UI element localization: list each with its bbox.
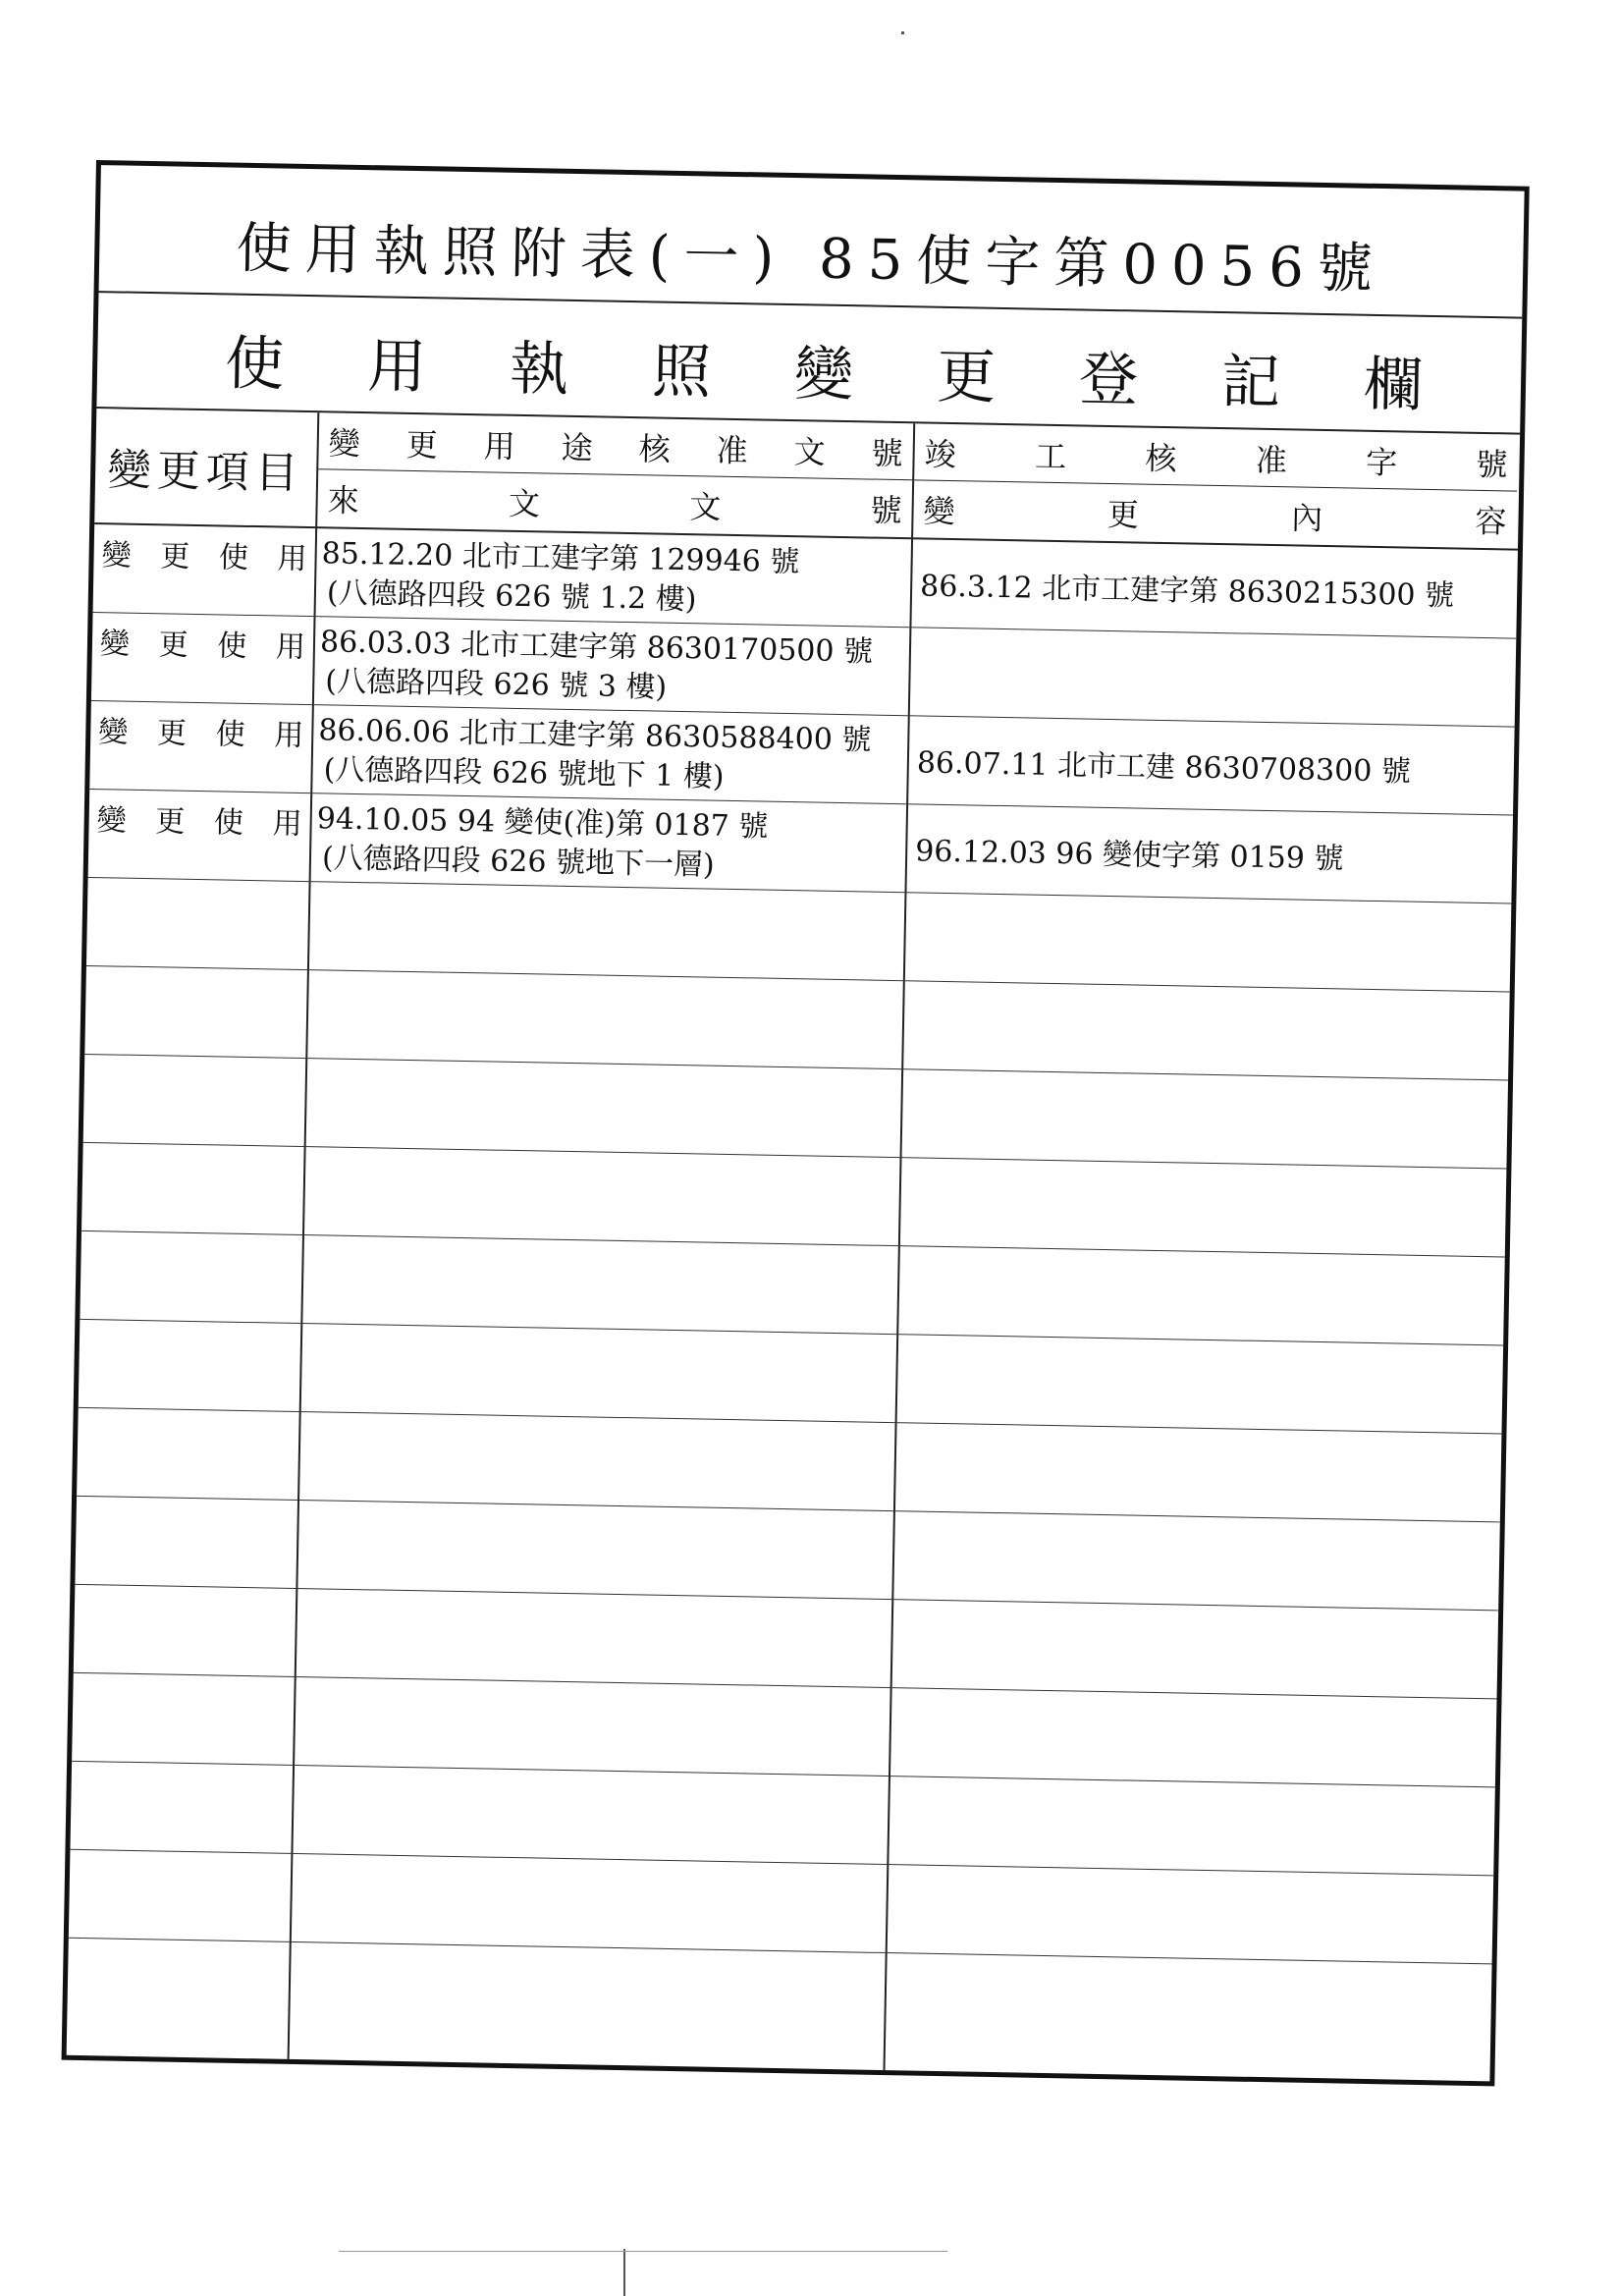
- header-char: 變: [923, 492, 955, 531]
- incoming-doc-cell: [321, 534, 907, 624]
- scan-speck: [901, 31, 904, 34]
- empty-table-row: [67, 1939, 1492, 2083]
- register-title-char: 用: [366, 332, 427, 403]
- table-body: [67, 524, 1518, 2081]
- completion-cell: 86.07.11 北市工建 8630708300 號: [916, 745, 1412, 790]
- header-char: 文: [508, 484, 541, 523]
- incoming-doc-address: (八德路四段 626 號 1.2 樓): [326, 575, 697, 618]
- header-char: 容: [1475, 502, 1507, 541]
- change-item: [90, 707, 312, 754]
- change-item: [92, 619, 314, 666]
- completion-cell: 86.3.12 北市工建字第 8630215300 號: [919, 569, 1455, 614]
- change-item: [93, 530, 315, 577]
- scan-dashed-edge: [339, 2251, 947, 2252]
- item-char: 更: [159, 539, 190, 574]
- incoming-doc-number: 86.06.06 北市工建字第 8630588400 號: [318, 713, 872, 758]
- header-char: 核: [1145, 439, 1177, 477]
- register-title: [97, 314, 1522, 425]
- header-char: 來: [327, 481, 360, 519]
- header-char: 號: [1476, 445, 1508, 483]
- header-char: 用: [483, 426, 516, 465]
- item-char: 使: [218, 540, 249, 575]
- header-change-content: [913, 480, 1517, 548]
- incoming-doc-number: 86.03.03 北市工建字第 8630170500 號: [319, 625, 874, 670]
- header-char: 內: [1290, 499, 1323, 537]
- header-char: 准: [1255, 441, 1288, 479]
- header-char: 竣: [924, 435, 957, 473]
- completion-cell: [919, 649, 1508, 660]
- header-char: 工: [1034, 437, 1067, 475]
- item-char: 更: [158, 628, 189, 663]
- item-char: 變: [98, 715, 129, 750]
- incoming-doc-number: 85.12.20 北市工建字第 129946 號: [321, 536, 800, 580]
- item-char: 變: [96, 803, 127, 839]
- register-title-char: 更: [936, 342, 997, 412]
- header-char: 字: [1365, 443, 1398, 481]
- item-char: 用: [272, 806, 302, 842]
- item-char: 更: [154, 804, 186, 840]
- header-char: 更: [1106, 495, 1140, 534]
- header-char: 號: [871, 434, 903, 472]
- item-char: 變: [101, 538, 132, 574]
- completion-cell: 96.12.03 96 變使字第 0159 號: [914, 834, 1344, 877]
- item-char: 使: [216, 629, 247, 664]
- incoming-doc-address: (八德路四段 626 號地下 1 樓): [323, 752, 725, 794]
- incoming-doc-address: (八德路四段 626 號 3 樓): [324, 664, 668, 705]
- item-char: 更: [156, 716, 188, 751]
- header-char: 核: [638, 429, 672, 468]
- item-char: 用: [275, 629, 306, 665]
- incoming-doc-cell: [317, 711, 903, 800]
- header-char: 更: [405, 425, 439, 464]
- header-change-item: 變更項目: [107, 445, 305, 499]
- register-title-char: 登: [1078, 345, 1139, 415]
- change-item: [88, 795, 310, 843]
- header-char: 變: [328, 423, 361, 463]
- header-char: 文: [688, 488, 722, 526]
- item-char: 變: [99, 627, 131, 662]
- document-title: 使用執照附表(一) 85使字第0056號: [236, 216, 1387, 302]
- header-char: 准: [716, 431, 748, 469]
- register-title-char: 照: [651, 337, 712, 408]
- header-char: 號: [870, 491, 902, 530]
- register-title-char: 使: [224, 329, 285, 400]
- item-char: 用: [277, 541, 307, 576]
- register-title-char: 欄: [1363, 350, 1424, 420]
- header-char: 文: [793, 432, 826, 471]
- header-incoming-doc: [317, 469, 912, 537]
- scan-edge-mark: [623, 2249, 625, 2296]
- item-char: 使: [213, 805, 244, 841]
- incoming-doc-number: 94.10.05 94 變使(准)第 0187 號: [316, 801, 769, 845]
- incoming-doc-cell: [319, 623, 905, 712]
- incoming-doc-address: (八德路四段 626 號地下一層): [321, 841, 716, 883]
- item-char: 用: [273, 718, 304, 753]
- register-title-char: 執: [509, 334, 569, 405]
- register-title-char: 記: [1220, 348, 1281, 418]
- incoming-doc-cell: [316, 799, 902, 889]
- register-title-char: 變: [793, 340, 854, 410]
- header-char: 途: [561, 428, 594, 466]
- item-char: 使: [215, 717, 245, 752]
- change-registration-form: [62, 160, 1530, 2086]
